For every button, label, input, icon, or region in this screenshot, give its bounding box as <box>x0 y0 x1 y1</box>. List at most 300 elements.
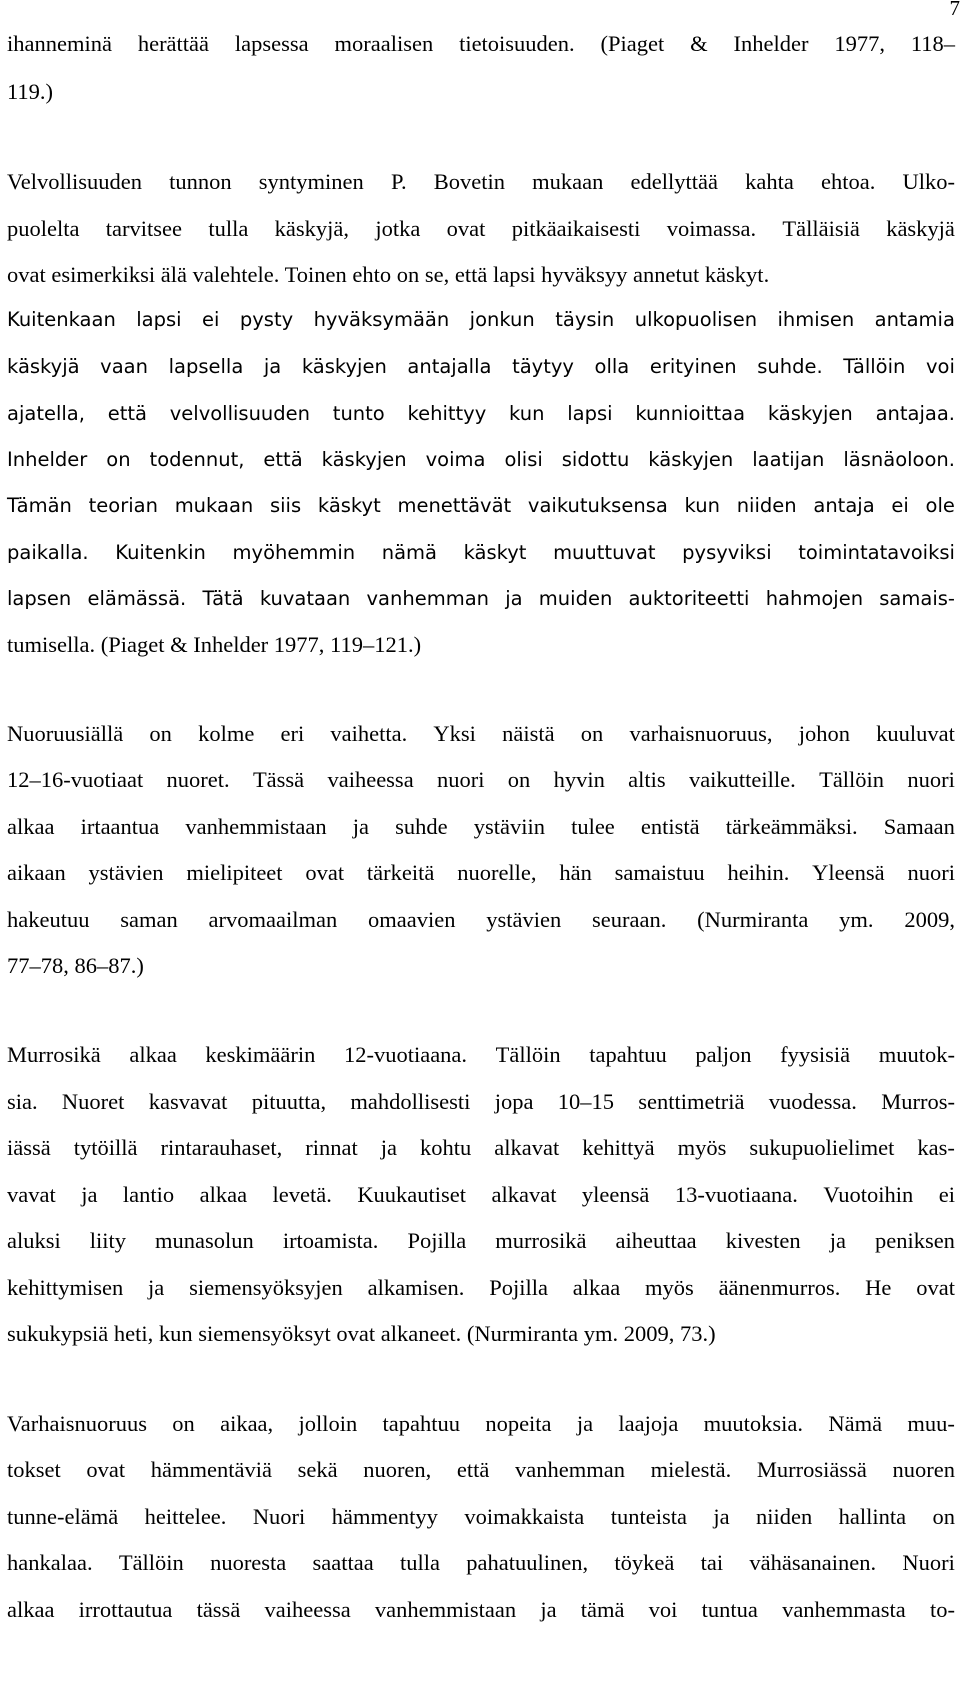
word: vanhemmistaan <box>185 814 327 839</box>
word: pysyviksi <box>682 541 772 564</box>
word: 12-vuotiaana. <box>343 1042 468 1067</box>
word: kolme <box>198 721 255 746</box>
word: todennut, <box>149 448 245 471</box>
text-line <box>7 29 955 59</box>
text-line <box>7 1087 955 1117</box>
word: vuodessa. <box>768 1089 857 1114</box>
word: hakeutuu <box>7 907 90 932</box>
word: aikaa, <box>220 1411 274 1436</box>
word: tulla <box>208 216 249 241</box>
word: antamia <box>874 308 955 331</box>
word: jopa <box>494 1089 534 1114</box>
word: ja <box>713 1504 730 1529</box>
word: vaiheessa <box>327 767 414 792</box>
word: puolelta <box>7 216 80 241</box>
word: ehtoa. <box>820 169 876 194</box>
word: heihin. <box>727 860 790 885</box>
text-line <box>7 1455 955 1485</box>
word: kasvavat <box>148 1089 228 1114</box>
text-line <box>7 905 955 935</box>
word: paikalla. <box>7 541 89 564</box>
word: tietoisuuden. <box>459 31 575 56</box>
word: ihanneminä <box>7 31 112 56</box>
word: pitkäaikaisesti <box>511 216 641 241</box>
word: muutok- <box>878 1042 955 1067</box>
word: töykeä <box>614 1550 675 1575</box>
word: käskyjen <box>321 448 407 471</box>
word: siis <box>269 494 302 517</box>
word: tunto <box>332 402 385 425</box>
word: Nämä <box>828 1411 883 1436</box>
word: vanhemmasta <box>782 1597 906 1622</box>
word: lapsi <box>567 402 613 425</box>
word: tapahtuu <box>382 1411 461 1436</box>
word: käskyjä, <box>274 216 349 241</box>
text-line <box>7 1180 955 1210</box>
word: Murrosikä <box>7 1042 101 1067</box>
word: ovat <box>446 216 486 241</box>
word: 118– <box>910 31 955 56</box>
word: aiheuttaa <box>615 1228 697 1253</box>
word: irtaantua <box>80 814 160 839</box>
word: Tällöin <box>495 1042 561 1067</box>
text-line <box>7 352 955 382</box>
text-line <box>7 214 955 244</box>
word: pituutta, <box>251 1089 327 1114</box>
text-line: tumisella. (Piaget & Inhelder 1977, 119–121.) <box>7 632 422 657</box>
word: olla <box>594 355 630 378</box>
word: Nuori <box>252 1504 306 1529</box>
word: kehittyy <box>407 402 487 425</box>
word: käskyjä <box>886 216 955 241</box>
word: sekä <box>297 1457 338 1482</box>
word: samais- <box>879 587 955 610</box>
word: tulla <box>400 1550 441 1575</box>
word: hyväksymään <box>313 308 450 331</box>
word: ja <box>352 814 369 839</box>
text-line: ovat esimerkiksi älä valehtele. Toinen ehto on se, että lapsi hyväksyy annetut käskyt. <box>7 262 770 287</box>
word: lapsella <box>168 355 244 378</box>
text-line <box>7 765 955 795</box>
word: yleensä <box>581 1182 650 1207</box>
word: ystävien <box>486 907 562 932</box>
word: suhde <box>395 814 448 839</box>
word: ystävien <box>88 860 164 885</box>
word: ja <box>540 1597 557 1622</box>
word: on <box>149 721 172 746</box>
word: nuoresta <box>210 1550 287 1575</box>
word: että <box>107 402 147 425</box>
word: vaikutuksensa <box>527 494 668 517</box>
word: ovat <box>916 1275 955 1300</box>
word: alkamisen. <box>367 1275 465 1300</box>
word: että <box>456 1457 490 1482</box>
page-number: 7 <box>949 0 960 20</box>
word: hallinta <box>838 1504 907 1529</box>
word: kehittyä <box>582 1135 655 1160</box>
word: hämmentäviä <box>150 1457 272 1482</box>
word: ja <box>263 355 282 378</box>
word: ei <box>891 494 909 517</box>
word: nuoret. <box>166 767 230 792</box>
text-line <box>7 719 955 749</box>
word: Yksi <box>433 721 476 746</box>
word: 10–15 <box>557 1089 614 1114</box>
word: mielipiteet <box>186 860 283 885</box>
word: alkaa <box>199 1182 248 1207</box>
word: Nuori <box>902 1550 955 1575</box>
word: aikaan <box>7 860 66 885</box>
word: moraalisen <box>334 31 434 56</box>
word: heittelee. <box>144 1504 227 1529</box>
word: (Nurmiranta <box>697 907 809 932</box>
word: tärkeämmäksi. <box>725 814 858 839</box>
word: 2009, <box>904 907 955 932</box>
word: paljon <box>695 1042 752 1067</box>
word: vaihetta. <box>330 721 408 746</box>
word: syntyminen <box>258 169 364 194</box>
word: kohtu <box>419 1135 472 1160</box>
word: voi <box>648 1597 678 1622</box>
word: Tässä <box>252 767 305 792</box>
word: täysin <box>555 308 615 331</box>
word: tärkeitä <box>366 860 435 885</box>
word: toimintatavoiksi <box>798 541 955 564</box>
text-line: 77–78, 86–87.) <box>7 953 144 978</box>
word: alkaa <box>7 814 55 839</box>
text-line <box>7 1595 955 1625</box>
word: altis <box>628 767 666 792</box>
word: Murros- <box>881 1089 955 1114</box>
word: kun <box>509 402 545 425</box>
word: P. <box>390 169 407 194</box>
word: että <box>263 448 303 471</box>
word: näistä <box>502 721 555 746</box>
text-line <box>7 538 955 568</box>
word: He <box>865 1275 892 1300</box>
word: ja <box>81 1182 98 1207</box>
word: vavat <box>7 1182 56 1207</box>
word: saattaa <box>312 1550 374 1575</box>
word: mukaan <box>174 494 254 517</box>
word: munasolun <box>155 1228 254 1253</box>
word: tässä <box>196 1597 241 1622</box>
word: täytyy <box>512 355 574 378</box>
word: tokset <box>7 1457 61 1482</box>
word: liity <box>89 1228 127 1253</box>
word: muuttuvat <box>553 541 656 564</box>
word: Nuoret <box>61 1089 125 1114</box>
word: nuoren, <box>363 1457 432 1482</box>
word: rintarauhaset, <box>160 1135 283 1160</box>
word: muutoksia. <box>703 1411 804 1436</box>
word: ihmisen <box>777 308 855 331</box>
word: mahdollisesti <box>350 1089 471 1114</box>
word: Nuoruusiällä <box>7 721 124 746</box>
word: myös <box>645 1275 694 1300</box>
word: Tällöin <box>118 1550 184 1575</box>
word: Kuitenkin <box>115 541 206 564</box>
word: 1977, <box>834 31 885 56</box>
word: levetä. <box>272 1182 332 1207</box>
word: on <box>932 1504 955 1529</box>
text-line <box>7 445 955 475</box>
word: menettävät <box>397 494 512 517</box>
word: Vuotoihin <box>823 1182 914 1207</box>
word: jotka <box>375 216 421 241</box>
word: ovat <box>86 1457 126 1482</box>
word: kas- <box>917 1135 955 1160</box>
word: herättää <box>137 31 210 56</box>
word: ja <box>148 1275 165 1300</box>
text-line <box>7 858 955 888</box>
word: Bovetin <box>433 169 505 194</box>
word: tai <box>700 1550 724 1575</box>
word: arvomaailman <box>208 907 338 932</box>
word: vaiheessa <box>264 1597 351 1622</box>
word: Tällöin <box>819 767 885 792</box>
text-line <box>7 399 955 429</box>
word: alkaa <box>129 1042 177 1067</box>
word: aluksi <box>7 1228 61 1253</box>
word: saman <box>120 907 178 932</box>
word: Yleensä <box>812 860 885 885</box>
word: rinnat <box>305 1135 358 1160</box>
word: Pojilla <box>489 1275 548 1300</box>
text-line <box>7 491 955 521</box>
word: niiden <box>736 494 797 517</box>
word: antaja <box>813 494 875 517</box>
word: käskyt <box>463 541 527 564</box>
word: vanhemman <box>515 1457 625 1482</box>
word: Velvollisuuden <box>7 169 142 194</box>
word: tapahtuu <box>589 1042 667 1067</box>
word: mielestä. <box>650 1457 732 1482</box>
word: myös <box>677 1135 727 1160</box>
word: tuntua <box>701 1597 758 1622</box>
word: käskyjen <box>648 448 734 471</box>
word: keskimäärin <box>205 1042 316 1067</box>
word: nopeita <box>485 1411 552 1436</box>
word: hyvin <box>553 767 605 792</box>
word: elämässä. <box>87 587 187 610</box>
word: voi <box>925 355 955 378</box>
word: hämmentyy <box>331 1504 438 1529</box>
word: vaikutteille. <box>688 767 796 792</box>
word: nuori <box>907 860 955 885</box>
word: murrosikä <box>495 1228 587 1253</box>
word: johon <box>798 721 850 746</box>
word: tunteista <box>610 1504 687 1529</box>
word: ei <box>202 308 220 331</box>
word: nuori <box>436 767 485 792</box>
text-line <box>7 1409 955 1439</box>
word: nuorelle, <box>457 860 537 885</box>
word: suhde. <box>757 355 823 378</box>
word: vähäsanainen. <box>749 1550 877 1575</box>
word: pahatuulinen, <box>466 1550 589 1575</box>
word: auktoriteetti <box>628 587 750 610</box>
word: tarvitsee <box>105 216 183 241</box>
word: antajalla <box>407 355 492 378</box>
text-line <box>7 305 955 335</box>
text-line <box>7 584 955 614</box>
word: alkaa <box>7 1597 55 1622</box>
word: kivesten <box>725 1228 801 1253</box>
word: alkaa <box>572 1275 621 1300</box>
word: alkavat <box>494 1135 560 1160</box>
word: siemensyöksyjen <box>189 1275 343 1300</box>
word: laajoja <box>618 1411 679 1436</box>
word: sia. <box>7 1089 38 1114</box>
word: (Piaget <box>600 31 665 56</box>
word: Kuitenkaan <box>7 308 116 331</box>
word: to- <box>929 1597 955 1622</box>
word: kehittymisen <box>7 1275 124 1300</box>
word: muu- <box>907 1411 955 1436</box>
word: olisi <box>504 448 543 471</box>
word: on <box>172 1411 195 1436</box>
word: alkavat <box>491 1182 557 1207</box>
word: jonkun <box>469 308 535 331</box>
word: nämä <box>381 541 437 564</box>
word: irtoamista. <box>282 1228 379 1253</box>
word: tunnon <box>169 169 232 194</box>
word: & <box>690 31 708 56</box>
word: sukupuolielimet <box>749 1135 895 1160</box>
text-line <box>7 1548 955 1578</box>
word: vanhemman <box>366 587 490 610</box>
word: sidottu <box>561 448 630 471</box>
word: käskyjä <box>7 355 80 378</box>
word: Varhaisnuoruus <box>7 1411 147 1436</box>
word: entistä <box>640 814 700 839</box>
word: hankalaa. <box>7 1550 93 1575</box>
text-line <box>7 812 955 842</box>
word: ja <box>829 1228 846 1253</box>
word: ystäviin <box>473 814 545 839</box>
word: muiden <box>538 587 613 610</box>
word: Tällöin <box>843 355 906 378</box>
word: iässä <box>7 1135 51 1160</box>
word: senttimetriä <box>638 1089 745 1114</box>
word: varhaisnuoruus, <box>629 721 773 746</box>
word: nuori <box>907 767 955 792</box>
word: hahmojen <box>765 587 864 610</box>
word: kuvataan <box>259 587 351 610</box>
word: kahta <box>745 169 794 194</box>
word: irrottautua <box>78 1597 173 1622</box>
text-line <box>7 1133 955 1163</box>
text-line: sukukypsiä heti, kun siemensyöksyt ovat alkaneet. (Nurmiranta ym. 2009, 73.) <box>7 1321 716 1346</box>
word: on <box>507 767 531 792</box>
word: käskyjen <box>301 355 387 378</box>
text-line <box>7 1502 955 1532</box>
word: on <box>580 721 604 746</box>
word: Murrosiässä <box>756 1457 867 1482</box>
word: ulkopuolisen <box>634 308 758 331</box>
word: antajaa. <box>875 402 955 425</box>
word: tytöillä <box>73 1135 138 1160</box>
word: teorian <box>88 494 158 517</box>
word: lantio <box>122 1182 175 1207</box>
text-line <box>7 1040 955 1070</box>
word: mukaan <box>532 169 604 194</box>
word: Inhelder <box>733 31 809 56</box>
word: vanhemmistaan <box>374 1597 517 1622</box>
word: käskyt <box>317 494 381 517</box>
word: samaistuu <box>614 860 705 885</box>
word: lapsen <box>7 587 72 610</box>
word: voimakkaista <box>464 1504 585 1529</box>
word: lapsi <box>136 308 182 331</box>
word: velvollisuuden <box>169 402 311 425</box>
word: omaavien <box>368 907 456 932</box>
word: eri <box>280 721 305 746</box>
word: seuraan. <box>592 907 667 932</box>
word: tulee <box>571 814 615 839</box>
word: Tälläisiä <box>782 216 860 241</box>
text-line <box>7 167 955 197</box>
word: ja <box>576 1411 594 1436</box>
word: Tätä <box>202 587 244 610</box>
text-line: 119.) <box>7 79 54 104</box>
word: läsnäoloon. <box>843 448 955 471</box>
word: voima <box>425 448 486 471</box>
word: Tämän <box>7 494 72 517</box>
word: ei <box>938 1182 955 1207</box>
word: hän <box>559 860 592 885</box>
text-line <box>7 1273 955 1303</box>
word: fyysisiä <box>780 1042 851 1067</box>
word: voimassa. <box>666 216 757 241</box>
word: vaan <box>100 355 148 378</box>
word: Samaan <box>883 814 955 839</box>
word: erityinen <box>649 355 737 378</box>
word: Kuukautiset <box>357 1182 467 1207</box>
word: myöhemmin <box>232 541 356 564</box>
text-line <box>7 1226 955 1256</box>
word: pysty <box>239 308 294 331</box>
word: ym. <box>839 907 874 932</box>
word: tunne-elämä <box>7 1504 119 1529</box>
word: edellyttää <box>630 169 718 194</box>
word: niiden <box>755 1504 813 1529</box>
word: ja <box>380 1135 397 1160</box>
word: Pojilla <box>407 1228 467 1253</box>
word: ovat <box>305 860 345 885</box>
word: äänenmurros. <box>718 1275 841 1300</box>
word: kunnioittaa <box>635 402 746 425</box>
word: lapsessa <box>234 31 309 56</box>
word: käskyjen <box>767 402 853 425</box>
word: nuoren <box>892 1457 955 1482</box>
word: tämä <box>580 1597 625 1622</box>
word: ajatella, <box>7 402 85 425</box>
word: 12–16-vuotiaat <box>7 767 144 792</box>
word: on <box>106 448 131 471</box>
word: laatijan <box>752 448 825 471</box>
word: kun <box>684 494 720 517</box>
word: ja <box>505 587 523 610</box>
word: kuuluvat <box>876 721 955 746</box>
word: ole <box>925 494 955 517</box>
word: 13-vuotiaana. <box>674 1182 798 1207</box>
word: Inhelder <box>7 448 88 471</box>
word: jolloin <box>298 1411 358 1436</box>
word: peniksen <box>874 1228 955 1253</box>
word: Ulko- <box>902 169 955 194</box>
